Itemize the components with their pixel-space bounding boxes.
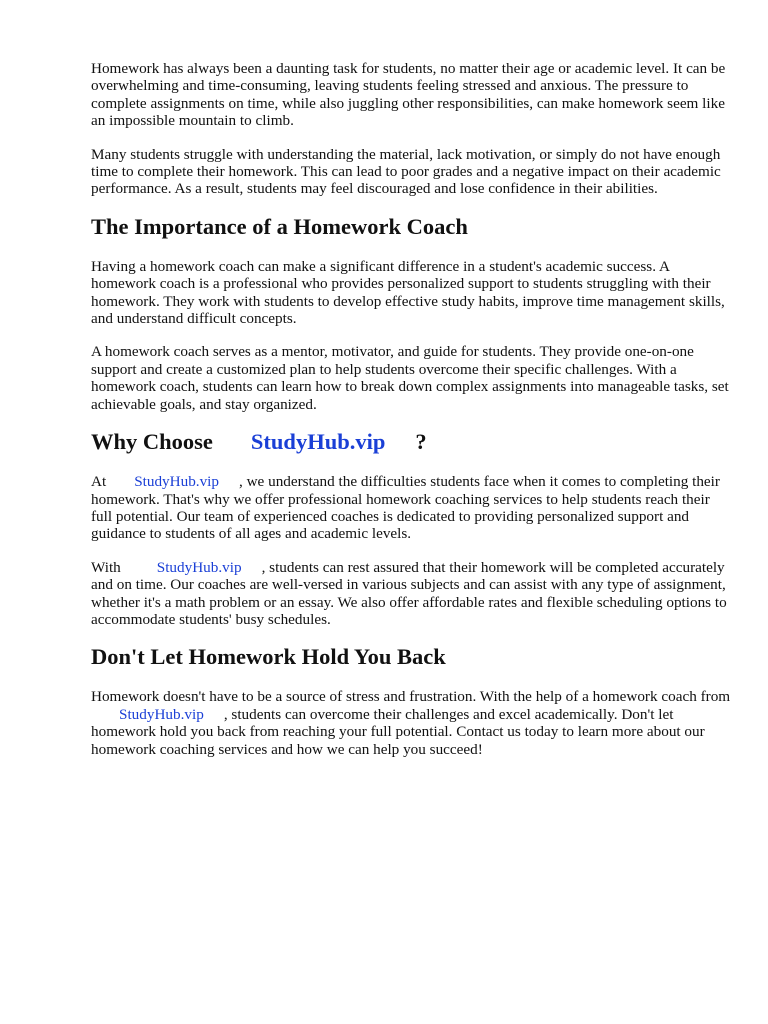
studyhub-link[interactable]: StudyHub.vip [156, 558, 242, 576]
intro-paragraph-2: Many students struggle with understanding the material, lack motivation, or simply do not have enough time to complete their homework. This can lead to poor grades and a negative impact on their academic performance. As a result, students may feel discouraged and lose confidence in their abilities. [91, 145, 721, 198]
importance-paragraph-2: A homework coach serves as a mentor, motivator, and guide for students. They provide one-on-one support and create a customized plan to help students overcome their specific challenges. With a homework coach, students can learn how to break down complex assignments into manageable tasks, set achievable goals, and stay organized. [91, 343, 729, 413]
paragraph-prefix: With [91, 558, 121, 576]
studyhub-link[interactable]: StudyHub.vip [134, 473, 219, 491]
paragraph-text: , students can overcome their challenges and excel academically. Don't let homework hold you back from reaching your full potential. Contact us today to learn more about our homework coaching services and how we can help you succeed! [91, 705, 705, 758]
paragraph-text: , we understand the difficulties students face when it comes to completing their homework. That's why we offer professional homework coaching services to help students reach their full potential. Our team of experienced coaches is dedicated to providing personalized support and guidance to students of all ages and academic levels. [91, 473, 720, 543]
document-page [91, 60, 731, 774]
closing-paragraph [91, 688, 731, 758]
intro-paragraph-1: Homework has always been a daunting task for students, no matter their age or academic level. It can be overwhelming and time-consuming, leaving students feeling stressed and anxious. The pressure to complete assignments on time, while also juggling other responsibilities, can make homework seem like an impossible mountain to climb. [91, 60, 726, 130]
why-choose-paragraph-1 [91, 473, 731, 543]
paragraph-text: , students can rest assured that their homework will be completed accurately and on time. Our coaches are well-versed in various subjects and can assist with any type of assignment, whether it's a math problem or an essay. We also offer affordable rates and flexible scheduling options to accommodate students' busy schedules. [91, 558, 727, 628]
heading-suffix: ? [415, 429, 427, 455]
paragraph-prefix: At [91, 473, 107, 491]
studyhub-link[interactable]: StudyHub.vip [119, 705, 204, 723]
section-heading-why-choose [91, 429, 731, 455]
why-choose-paragraph-2 [91, 559, 731, 629]
section-heading-dont-let: Don't Let Homework Hold You Back [91, 644, 446, 670]
section-heading-importance: The Importance of a Homework Coach [91, 213, 468, 239]
heading-prefix: Why Choose [91, 429, 213, 455]
paragraph-prefix: Homework doesn't have to be a source of stress and frustration. With the help of a homework coach from [91, 688, 731, 706]
importance-paragraph-1: Having a homework coach can make a significant difference in a student's academic success. A homework coach is a professional who provides personalized support to students struggling with their homework. They work with students to develop effective study habits, improve time management skills, and understand difficult concepts. [91, 257, 725, 328]
studyhub-heading-link[interactable]: StudyHub.vip [250, 429, 386, 455]
